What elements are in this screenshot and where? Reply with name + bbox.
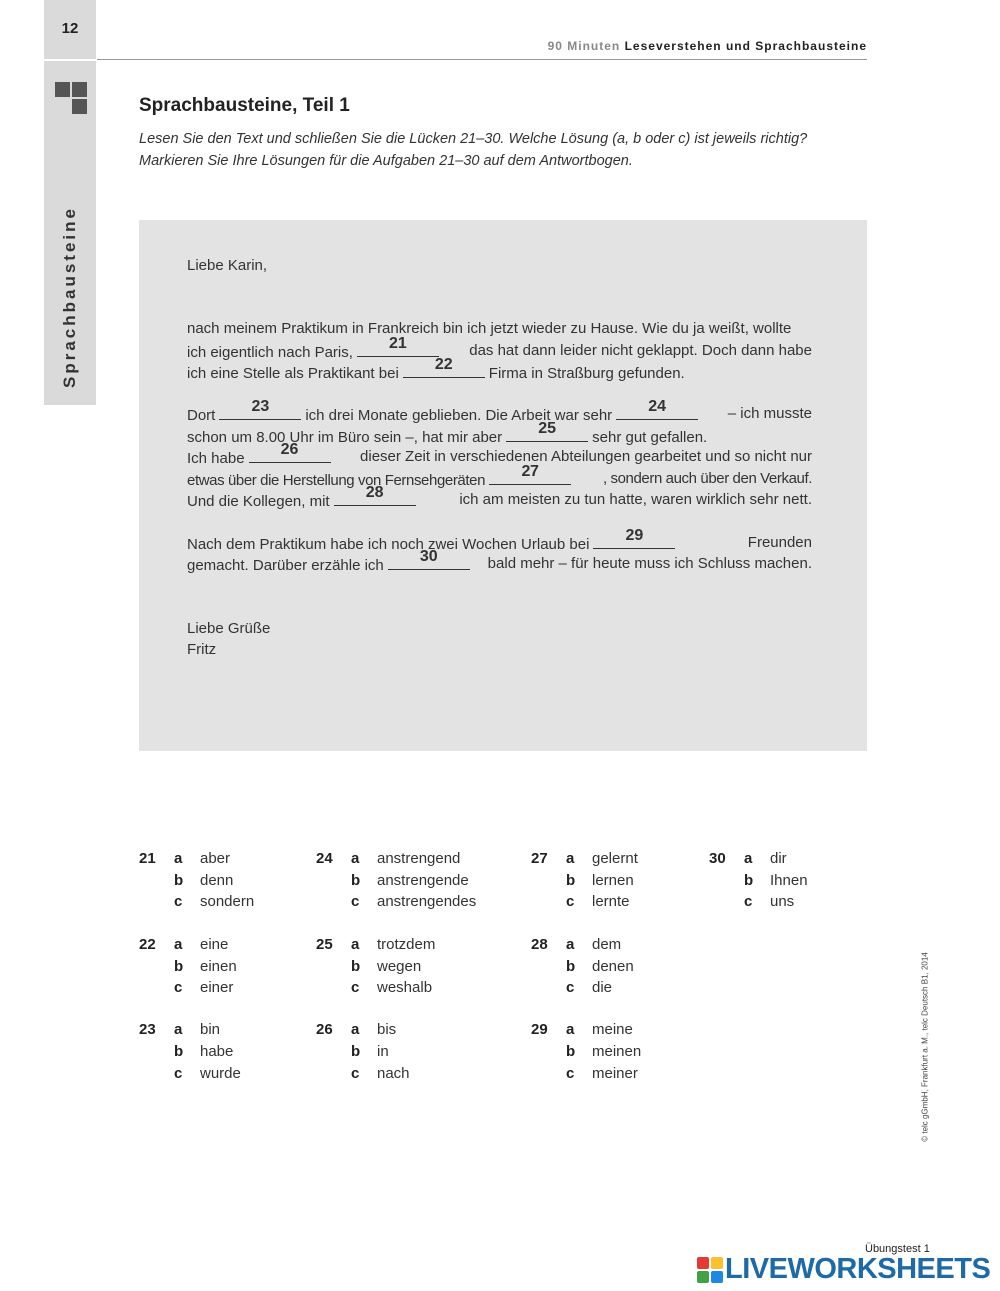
option-number: 30 [709, 850, 726, 867]
option-number: 26 [316, 1021, 333, 1038]
gap-25[interactable] [506, 420, 588, 442]
gap-26[interactable] [249, 441, 331, 463]
option-letter: b [351, 958, 361, 975]
option-29c[interactable]: meiner [592, 1065, 638, 1082]
option-27c[interactable]: lernte [592, 893, 630, 910]
option-26c[interactable]: nach [377, 1065, 410, 1082]
option-number: 25 [316, 936, 333, 953]
option-22a[interactable]: eine [200, 936, 229, 953]
option-25c[interactable]: weshalb [377, 979, 433, 996]
gap-number: 29 [625, 527, 644, 544]
letter-line [187, 548, 812, 574]
option-29b[interactable]: meinen [592, 1043, 642, 1060]
option-letter: c [744, 893, 753, 910]
copyright-notice: © telc gGmbH, Frankfurt a. M., telc Deutsch B1, 2014 [920, 952, 930, 1142]
letter-closing: Liebe Grüße [187, 620, 271, 637]
option-28a[interactable]: dem [592, 936, 622, 953]
option-24b[interactable]: anstrengende [377, 872, 469, 889]
option-27b[interactable]: lernen [592, 872, 634, 889]
letter-signature: Fritz [187, 641, 217, 658]
option-letter: c [566, 1065, 575, 1082]
letter-text: gemacht. Darüber erzähle ich [187, 557, 384, 574]
letter-text: Und die Kollegen, mit [187, 493, 330, 510]
page-header [548, 39, 867, 53]
letter-text: , sondern auch über den Verkauf. [602, 470, 812, 487]
instruction-line-1: Lesen Sie den Text und schließen Sie die Lücken 21–30. Welche Lösung (a, b oder c) ist jeweils richtig? [139, 131, 808, 147]
header-time: 90 Minuten [547, 39, 621, 53]
option-29a[interactable]: meine [592, 1021, 633, 1038]
option-24c[interactable]: anstrengendes [377, 893, 477, 910]
option-number: 29 [531, 1021, 548, 1038]
gap-30[interactable] [388, 548, 470, 570]
option-letter: b [351, 872, 361, 889]
option-25a[interactable]: trotzdem [377, 936, 436, 953]
option-letter: a [566, 936, 575, 953]
letter-text: – ich musste [727, 405, 812, 422]
option-30a[interactable]: dir [770, 850, 787, 867]
option-30b[interactable]: Ihnen [770, 872, 808, 889]
sidebar-title: Sprachbausteine [60, 206, 79, 388]
option-22c[interactable]: einer [200, 979, 234, 996]
option-22b[interactable]: einen [200, 958, 237, 975]
option-26b[interactable]: in [377, 1043, 389, 1060]
letter-line [187, 463, 812, 489]
option-24a[interactable]: anstrengend [377, 850, 461, 867]
option-letter: c [351, 979, 360, 996]
gap-27[interactable] [489, 463, 571, 485]
option-letter: a [566, 1021, 575, 1038]
page-number: 12 [61, 20, 79, 37]
letter-line [187, 318, 812, 339]
letter-text: das hat dann leider nicht geklappt. Doch dann habe [469, 342, 812, 359]
header-section: Leseverstehen und Sprachbausteine [624, 39, 867, 53]
letter-text: etwas über die Herstellung von Fernsehgeräten [187, 472, 486, 489]
option-letter: a [351, 1021, 360, 1038]
option-letter: a [174, 1021, 183, 1038]
gap-number: 27 [521, 463, 539, 480]
option-letter: c [174, 893, 183, 910]
option-letter: c [351, 1065, 360, 1082]
option-letter: a [351, 936, 360, 953]
option-letter: c [174, 979, 183, 996]
letter-line [187, 356, 812, 382]
option-number: 21 [139, 850, 156, 867]
option-letter: a [351, 850, 360, 867]
letter-text: dieser Zeit in verschiedenen Abteilungen gearbeitet und so nicht nur [360, 448, 812, 465]
option-letter: b [744, 872, 754, 889]
option-number: 22 [139, 936, 156, 953]
option-letter: b [566, 872, 576, 889]
option-letter: b [174, 872, 184, 889]
option-letter: b [174, 958, 184, 975]
gap-28[interactable] [334, 484, 416, 506]
option-23c[interactable]: wurde [200, 1065, 241, 1082]
option-number: 27 [531, 850, 548, 867]
letter-text: Nach dem Praktikum habe ich noch zwei Wochen Urlaub bei [187, 536, 590, 553]
gap-22[interactable] [403, 356, 485, 378]
letter-text: Dort [187, 407, 216, 424]
option-letter: a [566, 850, 575, 867]
gap-number: 24 [648, 398, 667, 415]
option-28b[interactable]: denen [592, 958, 634, 975]
sidebar-divider [44, 59, 96, 61]
letter-text: Ich habe [187, 450, 245, 467]
letter-text: Firma in Straßburg gefunden. [488, 365, 685, 382]
option-number: 24 [316, 850, 333, 867]
gap-29[interactable] [593, 527, 675, 549]
letter-text: schon um 8.00 Uhr im Büro sein –, hat mir aber [187, 429, 503, 446]
option-23a[interactable]: bin [200, 1021, 221, 1038]
gap-number: 21 [389, 335, 407, 352]
option-letter: a [174, 850, 183, 867]
task-title: Sprachbausteine, Teil 1 [139, 95, 350, 116]
option-21a[interactable]: aber [200, 850, 231, 867]
option-letter: c [351, 893, 360, 910]
option-letter: b [174, 1043, 184, 1060]
option-letter: c [566, 979, 575, 996]
option-number: 28 [531, 936, 548, 953]
gap-24[interactable] [616, 398, 698, 420]
option-28c[interactable]: die [592, 979, 613, 996]
option-letter: b [566, 1043, 576, 1060]
gap-23[interactable] [219, 398, 301, 420]
gap-number: 25 [538, 420, 557, 437]
option-21c[interactable]: sondern [200, 893, 255, 910]
option-letter: b [566, 958, 576, 975]
letter-line [187, 398, 812, 424]
gap-number: 22 [434, 356, 453, 373]
option-letter: c [174, 1065, 183, 1082]
section-logo-icon [55, 82, 87, 114]
option-letter: a [744, 850, 753, 867]
option-letter: c [566, 893, 575, 910]
letter-text: ich eigentlich nach Paris, [187, 344, 353, 361]
instruction-line-2: Markieren Sie Ihre Lösungen für die Aufgaben 21–30 auf dem Antwortbogen. [139, 153, 633, 169]
letter-text: ich drei Monate geblieben. Die Arbeit war sehr [305, 407, 613, 424]
test-label: Übungstest 1 [865, 1243, 930, 1255]
letter-text: sehr gut gefallen. [592, 429, 708, 446]
letter-salutation: Liebe Karin, [187, 257, 268, 274]
option-21b[interactable]: denn [200, 872, 234, 889]
letter-text: bald mehr – für heute muss ich Schluss machen. [487, 555, 812, 572]
option-letter: a [174, 936, 183, 953]
letter-text: nach meinem Praktikum in Frankreich bin ich jetzt wieder zu Hause. Wie du ja weißt, wollte [187, 320, 792, 337]
letter-line [187, 484, 812, 510]
option-26a[interactable]: bis [377, 1021, 397, 1038]
option-letter: b [351, 1043, 361, 1060]
task-instructions [139, 128, 879, 172]
gap-number: 26 [280, 441, 299, 458]
liveworksheets-wordmark: LIVEWORKSHEETS [725, 1253, 991, 1285]
letter-text: ich am meisten zu tun hatte, waren wirklich sehr nett. [459, 491, 812, 508]
header-rule [97, 59, 867, 60]
gap-number: 30 [419, 548, 438, 565]
gap-number: 28 [365, 484, 384, 501]
option-25b[interactable]: wegen [377, 958, 422, 975]
option-23b[interactable]: habe [200, 1043, 234, 1060]
liveworksheets-blocks-icon [697, 1257, 723, 1283]
option-30c[interactable]: uns [770, 893, 795, 910]
letter-text: ich eine Stelle als Praktikant bei [187, 365, 399, 382]
option-number: 23 [139, 1021, 156, 1038]
option-27a[interactable]: gelernt [592, 850, 638, 867]
letter-line [187, 527, 812, 553]
letter-line [187, 335, 812, 361]
letter-text: Freunden [747, 534, 812, 551]
gap-number: 23 [251, 398, 270, 415]
